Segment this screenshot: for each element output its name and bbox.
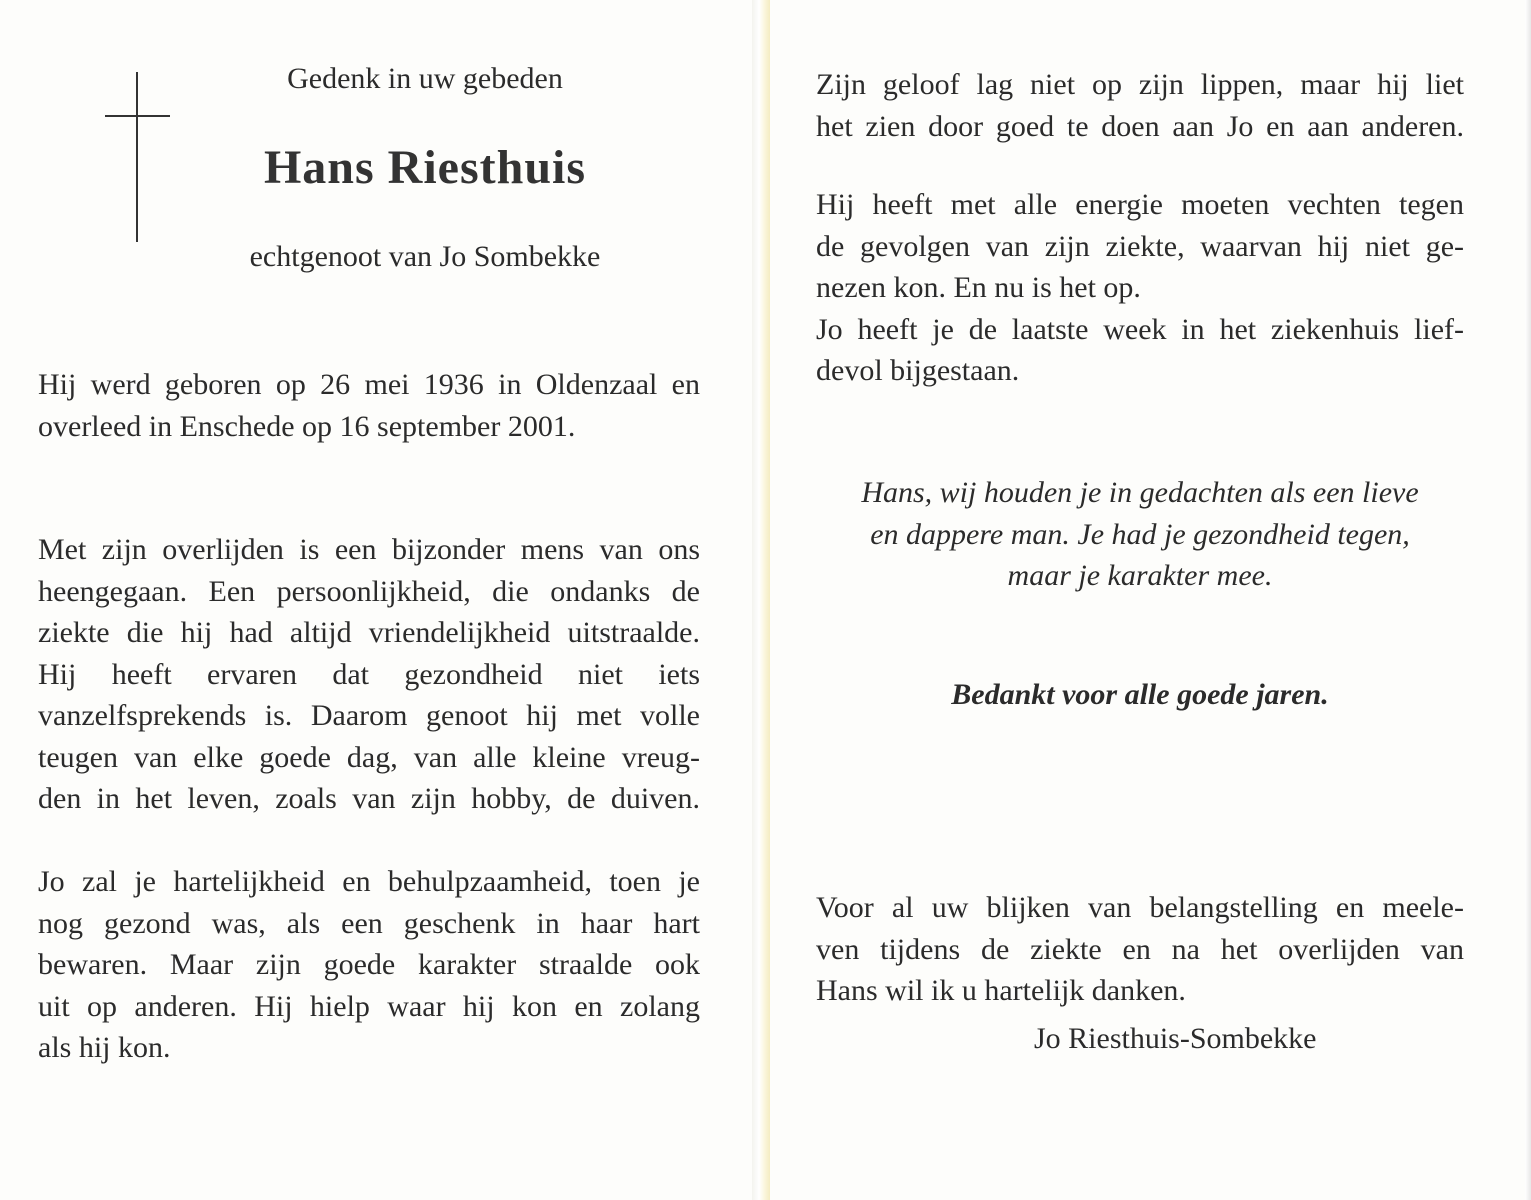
paragraph-line: Zijn geloof lag niet op zijn lippen, maar hij liet [816,68,1464,101]
paragraph-line: Met zijn overlijden is een bijzonder mens van ons [38,533,700,566]
paragraph-line: Hij heeft met alle energie moeten vechten tegen [816,188,1464,221]
death-paragraph [38,529,700,820]
intro-text: Gedenk in uw gebeden [287,62,563,95]
paragraph-line: Hans wil ik u hartelijk danken. [816,974,1186,1007]
signature: Jo Riesthuis-Sombekke [1034,1022,1317,1055]
paragraph-line: heengegaan. Een persoonlijkheid, die ondanks de [38,574,700,608]
cross-icon [136,72,138,242]
memorial-quote [790,472,1490,597]
paragraph-line: Voor al uw blijken van belangstelling en meele- [816,891,1464,924]
left-card [0,0,752,1200]
paragraph-line: de gevolgen van zijn ziekte, waarvan hij niet ge- [816,229,1464,263]
paragraph-line: als hij kon. [38,1031,171,1064]
paragraph-line: den in het leven, zoals van zijn hobby, de duiven. [38,782,700,815]
paragraph-line: ven tijdens de ziekte en na het overlijden van [816,932,1464,966]
fight-paragraph [816,184,1464,392]
bedankt-line: Bedankt voor alle goede jaren. [951,678,1329,711]
right-card [770,0,1531,1200]
paragraph-line: devol bijgestaan. [816,354,1020,387]
quote-line: en dappere man. Je had je gezondheid tegen, [870,517,1410,551]
paragraph-line: Jo zal je hartelijkheid en behulpzaamheid, toen je [38,865,700,898]
faith-paragraph [816,64,1464,147]
paragraph-line: nog gezond was, als een geschenk in haar hart [38,906,700,940]
card-fold [752,0,770,1200]
paragraph-line: overleed in Enschede op 16 september 2001. [38,409,576,443]
spouse-text: echtgenoot van Jo Sombekke [249,240,601,273]
quote-line: Hans, wij houden je in gedachten als een lieve [861,476,1419,509]
paragraph-line: Jo heeft je de laatste week in het ziekenhuis lief- [816,312,1464,346]
paragraph-line: vanzelfsprekends is. Daarom genoot hij met volle [38,699,700,732]
paragraph-line: Hij werd geboren op 26 mei 1936 in Oldenzaal en [38,368,700,401]
paragraph-line: ziekte die hij had altijd vriendelijkheid uitstraalde. [38,616,700,649]
card-edge [1525,0,1531,1200]
birth-death-paragraph [38,364,700,447]
thanks-paragraph [816,887,1464,1012]
deceased-name: Hans Riesthuis [263,141,587,194]
paragraph-line: nezen kon. En nu is het op. [816,271,1141,304]
cross-icon-bar [105,115,170,117]
paragraph-line: bewaren. Maar zijn goede karakter straalde ook [38,948,700,981]
paragraph-line: Hij heeft ervaren dat gezondheid niet iets [38,657,700,691]
paragraph-line: het zien door goed te doen aan Jo en aan anderen. [816,109,1464,143]
paragraph-line: teugen van elke goede dag, van alle kleine vreug- [38,740,700,774]
paragraph-line: uit op anderen. Hij hielp waar hij kon en zolang [38,989,700,1023]
quote-line: maar je karakter mee. [1007,559,1273,592]
jo-paragraph [38,861,700,1069]
